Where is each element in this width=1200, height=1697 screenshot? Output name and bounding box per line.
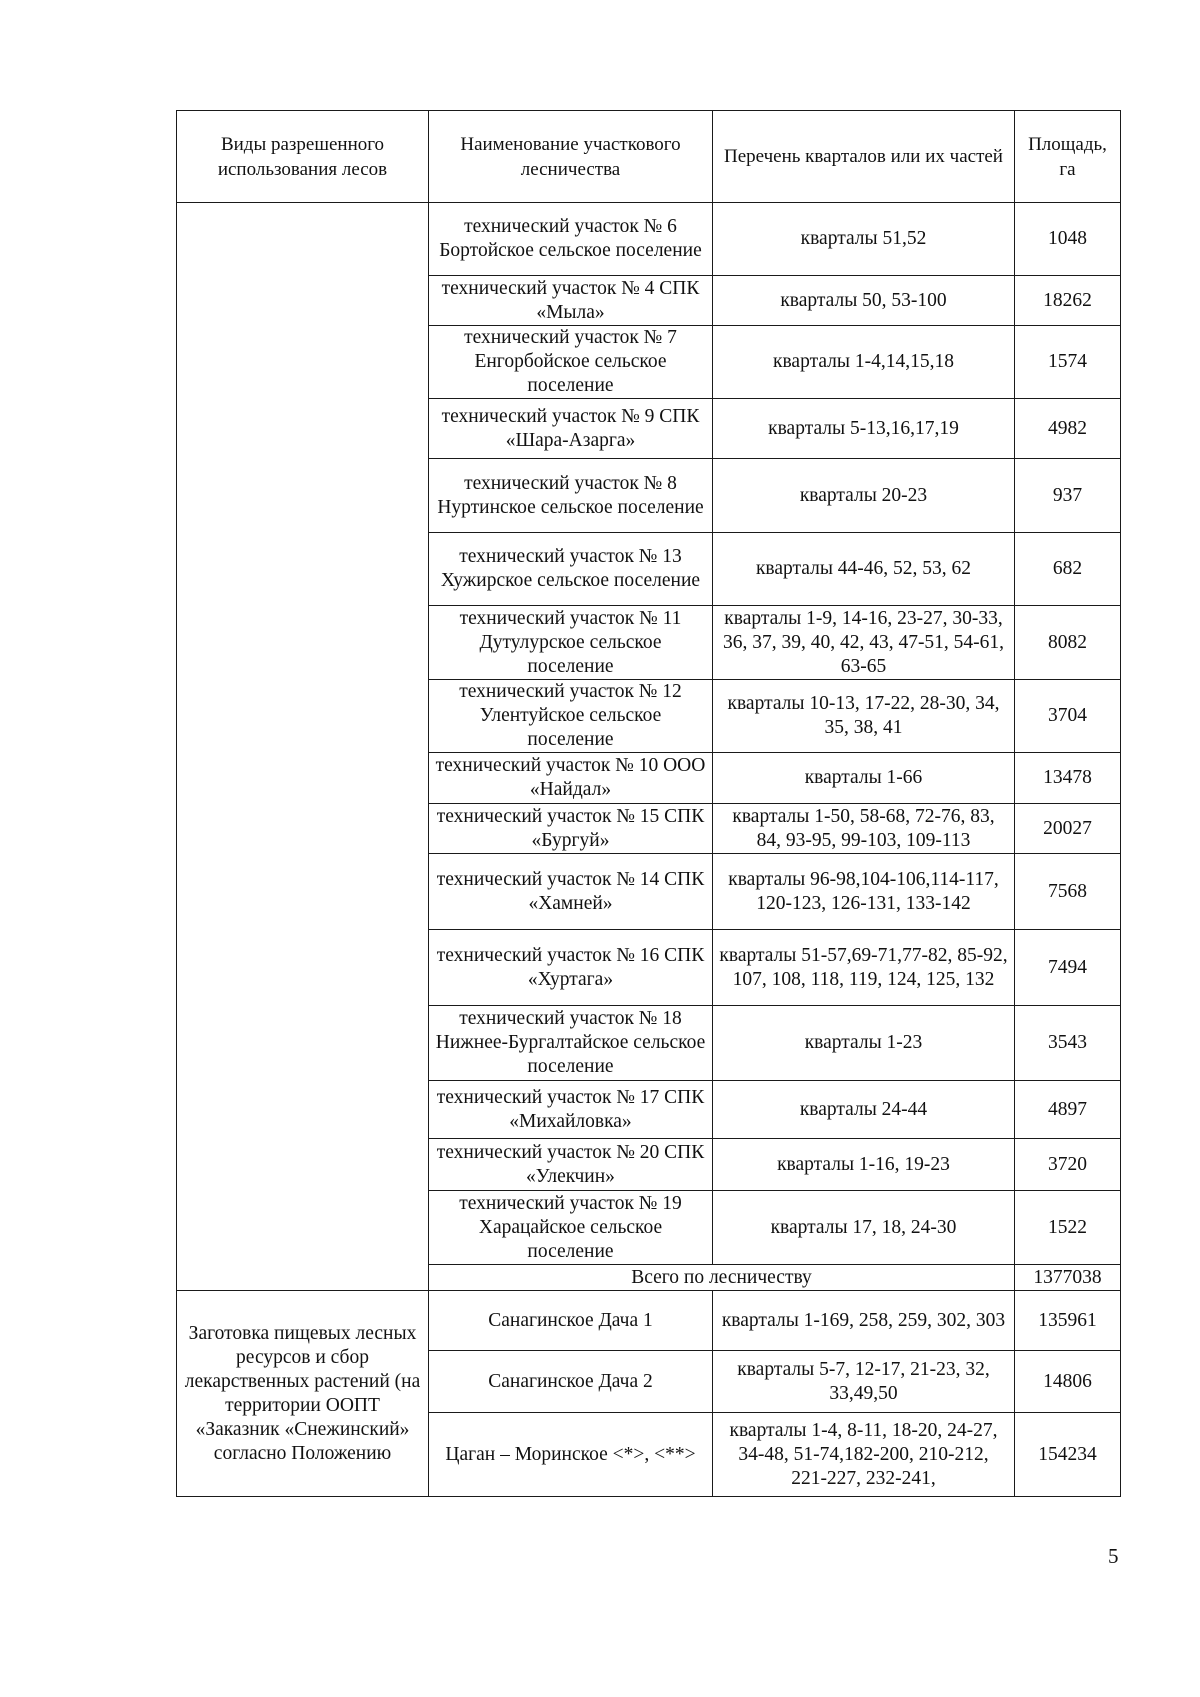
area-cell: 937 (1015, 459, 1121, 533)
quarters-cell: кварталы 1-9, 14-16, 23-27, 30-33, 36, 37, 39, 40, 42, 43, 47-51, 54-61, 63-65 (713, 606, 1015, 680)
forestry-name-cell: технический участок № 8 Нуртинское сельское поселение (429, 459, 713, 533)
header-forestry-name: Наименование участкового лесничества (429, 111, 713, 203)
quarters-cell: кварталы 17, 18, 24-30 (713, 1191, 1015, 1265)
forestry-name-cell: Санагинское Дача 1 (429, 1291, 713, 1351)
quarters-cell: кварталы 96-98,104-106,114-117, 120-123, 126-131, 133-142 (713, 854, 1015, 930)
quarters-cell: кварталы 1-16, 19-23 (713, 1139, 1015, 1191)
forestry-name-cell: Цаган – Моринское <*>, <**> (429, 1413, 713, 1497)
forestry-name-cell: технический участок № 15 СПК «Бургуй» (429, 804, 713, 854)
quarters-cell: кварталы 51,52 (713, 203, 1015, 276)
area-cell: 7494 (1015, 930, 1121, 1006)
page-number: 5 (1108, 1544, 1119, 1568)
forestry-name-cell: технический участок № 12 Улентуйское сельское поселение (429, 680, 713, 753)
forestry-name-cell: технический участок № 18 Нижнее-Бургалтайское сельское поселение (429, 1006, 713, 1081)
table-row (177, 203, 1121, 276)
forestry-name-cell: технический участок № 16 СПК «Хуртага» (429, 930, 713, 1006)
area-cell: 154234 (1015, 1413, 1121, 1497)
use-type-cell: Заготовка пищевых лесных ресурсов и сбор лекарственных растений (на территории ООПТ «Заказник «Снежинский» согласно Положению (177, 1291, 429, 1497)
area-cell: 1522 (1015, 1191, 1121, 1265)
quarters-cell: кварталы 51-57,69-71,77-82, 85-92, 107, 108, 118, 119, 124, 125, 132 (713, 930, 1015, 1006)
header-area: Площадь, га (1015, 111, 1121, 203)
quarters-cell: кварталы 1-4, 8-11, 18-20, 24-27, 34-48, 51-74,182-200, 210-212, 221-227, 232-241, (713, 1413, 1015, 1497)
forest-use-table (176, 110, 1121, 1497)
total-area: 1377038 (1015, 1265, 1121, 1291)
use-type-cell-empty (177, 203, 429, 1291)
area-cell: 13478 (1015, 753, 1121, 804)
header-quarters: Перечень кварталов или их частей (713, 111, 1015, 203)
quarters-cell: кварталы 50, 53-100 (713, 276, 1015, 326)
area-cell: 7568 (1015, 854, 1121, 930)
forestry-name-cell: технический участок № 13 Хужирское сельское поселение (429, 533, 713, 606)
forestry-name-cell: технический участок № 7 Енгорбойское сельское поселение (429, 326, 713, 399)
quarters-cell: кварталы 10-13, 17-22, 28-30, 34, 35, 38, 41 (713, 680, 1015, 753)
area-cell: 4982 (1015, 399, 1121, 459)
area-cell: 8082 (1015, 606, 1121, 680)
quarters-cell: кварталы 20-23 (713, 459, 1015, 533)
quarters-cell: кварталы 1-66 (713, 753, 1015, 804)
quarters-cell: кварталы 44-46, 52, 53, 62 (713, 533, 1015, 606)
forestry-name-cell: технический участок № 20 СПК «Улекчин» (429, 1139, 713, 1191)
forestry-name-cell: технический участок № 19 Харацайское сельское поселение (429, 1191, 713, 1265)
area-cell: 4897 (1015, 1081, 1121, 1139)
forestry-name-cell: технический участок № 9 СПК «Шара-Азарга» (429, 399, 713, 459)
quarters-cell: кварталы 24-44 (713, 1081, 1015, 1139)
quarters-cell: кварталы 1-50, 58-68, 72-76, 83, 84, 93-95, 99-103, 109-113 (713, 804, 1015, 854)
quarters-cell: кварталы 1-169, 258, 259, 302, 303 (713, 1291, 1015, 1351)
area-cell: 3704 (1015, 680, 1121, 753)
total-label: Всего по лесничеству (429, 1265, 1015, 1291)
quarters-cell: кварталы 5-13,16,17,19 (713, 399, 1015, 459)
area-cell: 682 (1015, 533, 1121, 606)
quarters-cell: кварталы 1-4,14,15,18 (713, 326, 1015, 399)
forestry-name-cell: Санагинское Дача 2 (429, 1351, 713, 1413)
area-cell: 3720 (1015, 1139, 1121, 1191)
area-cell: 1048 (1015, 203, 1121, 276)
forestry-name-cell: технический участок № 17 СПК «Михайловка» (429, 1081, 713, 1139)
forestry-name-cell: технический участок № 11 Дутулурское сельское поселение (429, 606, 713, 680)
area-cell: 18262 (1015, 276, 1121, 326)
area-cell: 3543 (1015, 1006, 1121, 1081)
quarters-cell: кварталы 1-23 (713, 1006, 1015, 1081)
forestry-name-cell: технический участок № 14 СПК «Хамней» (429, 854, 713, 930)
forestry-name-cell: технический участок № 10 ООО «Найдал» (429, 753, 713, 804)
table-header-row (177, 111, 1121, 203)
forestry-name-cell: технический участок № 4 СПК «Мыла» (429, 276, 713, 326)
area-cell: 20027 (1015, 804, 1121, 854)
area-cell: 1574 (1015, 326, 1121, 399)
header-use-type: Виды разрешенного использования лесов (177, 111, 429, 203)
area-cell: 135961 (1015, 1291, 1121, 1351)
quarters-cell: кварталы 5-7, 12-17, 21-23, 32, 33,49,50 (713, 1351, 1015, 1413)
area-cell: 14806 (1015, 1351, 1121, 1413)
forestry-name-cell: технический участок № 6 Бортойское сельское поселение (429, 203, 713, 276)
table-row (177, 1291, 1121, 1351)
